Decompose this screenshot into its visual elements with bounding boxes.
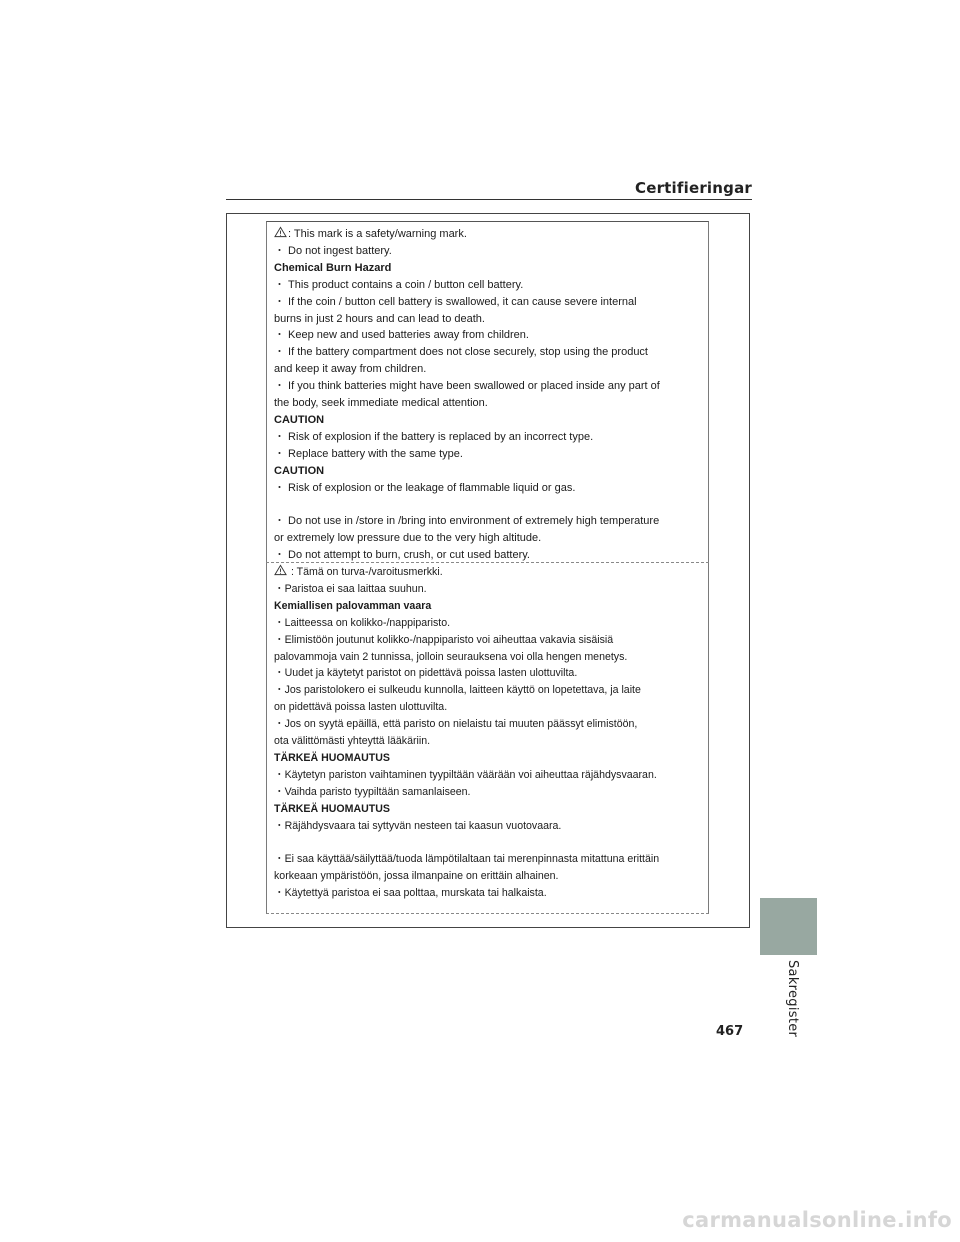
text-line: ota välittömästi yhteyttä lääkäriin. [274,735,431,748]
section-heading: Chemical Burn Hazard [274,261,392,274]
spacer [274,835,706,852]
safety-mark-line: : Tämä on turva-/varoitusmerkki. [274,564,706,581]
text-line: burns in just 2 hours and can lead to death. [274,312,485,325]
text-line: on pidettävä poissa lasten ulottuvilta. [274,701,448,714]
text-line: ・Paristoa ei saa laittaa suuhun. [274,582,427,595]
text-line: ・ Replace battery with the same type. [274,447,463,460]
spacer [274,497,706,514]
warning-triangle-icon [274,564,287,576]
text-line: ・ Risk of explosion if the battery is replaced by an incorrect type. [274,430,594,443]
section-title: Certifieringar [634,179,752,197]
text-line: the body, seek immediate medical attention. [274,397,488,410]
text-line: ・ Do not use in /store in /bring into environment of extremely high temperature [274,515,660,528]
watermark: carmanualsonline.info [682,1208,952,1232]
text-line: ・Ei saa käyttää/säilyttää/tuoda lämpötilaltaan tai merenpinnasta mitattuna erittäin [274,853,660,866]
section-heading: CAUTION [274,413,325,426]
text-line: palovammoja vain 2 tunnissa, jolloin seurauksena voi olla hengen menetys. [274,650,628,663]
section-heading: TÄRKEÄ HUOMAUTUS [274,751,390,764]
text-line: ・Vaihda paristo tyypiltään samanlaiseen. [274,785,471,798]
text-line: ・Käytetyn pariston vaihtaminen tyypiltään väärään voi aiheuttaa räjähdysvaaran. [274,768,657,781]
text-line: ・ Keep new and used batteries away from children. [274,329,529,342]
text-line: ・ If the battery compartment does not close securely, stop using the product [274,346,648,359]
text-line: ・ Do not ingest battery. [274,244,392,257]
text-line: ・Elimistöön joutunut kolikko-/nappiparisto voi aiheuttaa vakavia sisäisiä [274,633,614,646]
text-line: korkeaan ympäristöön, jossa ilmanpaine on erittäin alhainen. [274,870,559,883]
text-line: ・ If the coin / button cell battery is swallowed, it can cause severe internal [274,295,637,308]
text-line: ・Uudet ja käytetyt paristot on pidettävä poissa lasten ulottuvilta. [274,667,578,680]
text-line: ・Räjähdysvaara tai syttyvän nesteen tai kaasun vuotovaara. [274,819,562,832]
warning-triangle-icon [274,226,287,238]
header-rule [226,199,752,200]
section-heading: CAUTION [274,464,325,477]
language-separator [266,562,709,563]
text-line: ・ If you think batteries might have been swallowed or placed inside any part of [274,380,660,393]
safety-mark-line: : This mark is a safety/warning mark. [274,226,706,243]
text-line: ・ Risk of explosion or the leakage of flammable liquid or gas. [274,481,576,494]
text-line: ・Laitteessa on kolikko-/nappiparisto. [274,616,451,629]
english-warning-text [274,226,706,564]
section-heading: Kemiallisen palovamman vaara [274,599,432,612]
page-number: 467 [716,1024,744,1039]
text-line: ・ This product contains a coin / button cell battery. [274,278,524,291]
text-line: and keep it away from children. [274,363,427,376]
index-tab-label: Sakregister [785,960,800,1038]
text-line: ・Käytettyä paristoa ei saa polttaa, murskata tai halkaista. [274,887,547,900]
finnish-warning-text [274,564,706,902]
index-tab [760,898,817,955]
text-line: or extremely low pressure due to the very high altitude. [274,532,542,545]
text-line: ・Jos on syytä epäillä, että paristo on nielaistu tai muuten päässyt elimistöön, [274,718,638,731]
section-heading: TÄRKEÄ HUOMAUTUS [274,802,390,815]
text-line: ・ Do not attempt to burn, crush, or cut used battery. [274,549,530,562]
text-line: ・Jos paristolokero ei sulkeudu kunnolla, laitteen käyttö on lopetettava, ja laite [274,684,641,697]
